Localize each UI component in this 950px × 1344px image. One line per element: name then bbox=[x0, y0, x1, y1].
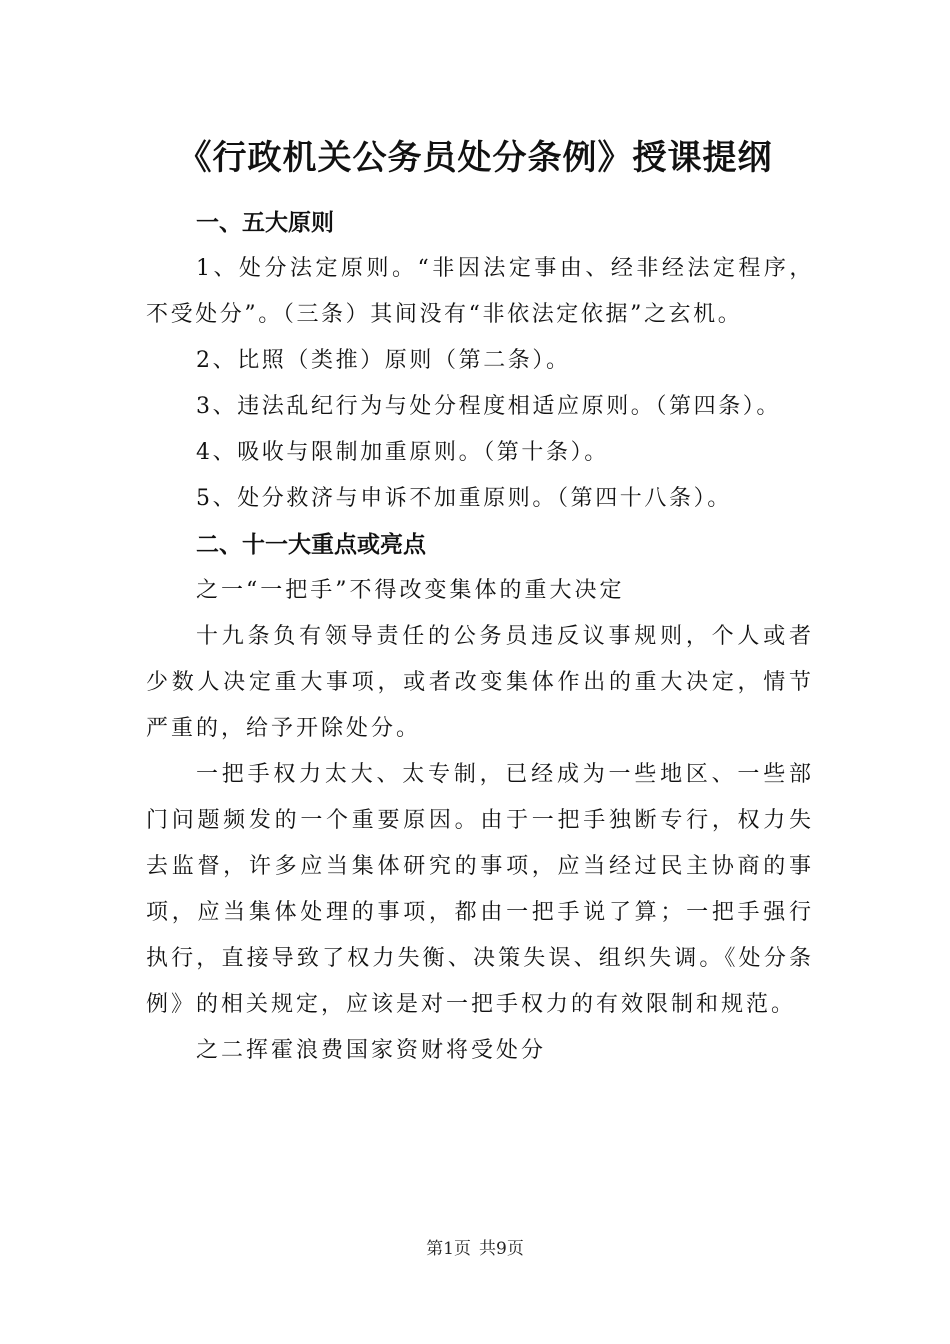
highlight-subheading: 之二挥霍浪费国家资财将受处分 bbox=[196, 1038, 547, 1063]
highlight-subheading: 之一“一把手”不得改变集体的重大决定 bbox=[196, 578, 625, 603]
section-heading-principles: 一、五大原则 bbox=[196, 210, 334, 236]
page-footer bbox=[0, 1237, 950, 1261]
section-heading-highlights: 二、十一大重点或亮点 bbox=[196, 532, 426, 558]
body-paragraph: 十九条负有领导责任的公务员违反议事规则，个人或者少数人决定重大事项，或者改变集体作出的重大决定，情节严重的，给予开除处分。 bbox=[146, 624, 814, 741]
document-body bbox=[146, 200, 814, 1074]
page-total: 共9页 bbox=[479, 1239, 524, 1259]
page-number: 第1页 bbox=[426, 1239, 471, 1259]
principle-item: 2、比照（类推）原则（第二条）。 bbox=[196, 348, 571, 373]
principle-item: 5、处分救济与申诉不加重原则。（第四十八条）。 bbox=[196, 486, 732, 511]
body-paragraph: 一把手权力太大、太专制，已经成为一些地区、一些部门问题频发的一个重要原因。由于一把手独断专行，权力失去监督，许多应当集体研究的事项，应当经过民主协商的事项，应当集体处理的事项，都由一把手说了算；一把手强行执行，直接导致了权力失衡、决策失误、组织失调。《处分条例》的相关规定，应该是对一把手权力的有效限制和规范。 bbox=[146, 762, 814, 1017]
principle-item: 4、吸收与限制加重原则。（第十条）。 bbox=[196, 440, 609, 465]
principle-item: 3、违法乱纪行为与处分程度相适应原则。（第四条）。 bbox=[196, 394, 781, 419]
document-title: 《行政机关公务员处分条例》授课提纲 bbox=[177, 138, 773, 178]
principle-item: 1、处分法定原则。“非因法定事由、经非经法定程序，不受处分”。（三条）其间没有“非依法定依据”之玄机。 bbox=[146, 256, 814, 327]
